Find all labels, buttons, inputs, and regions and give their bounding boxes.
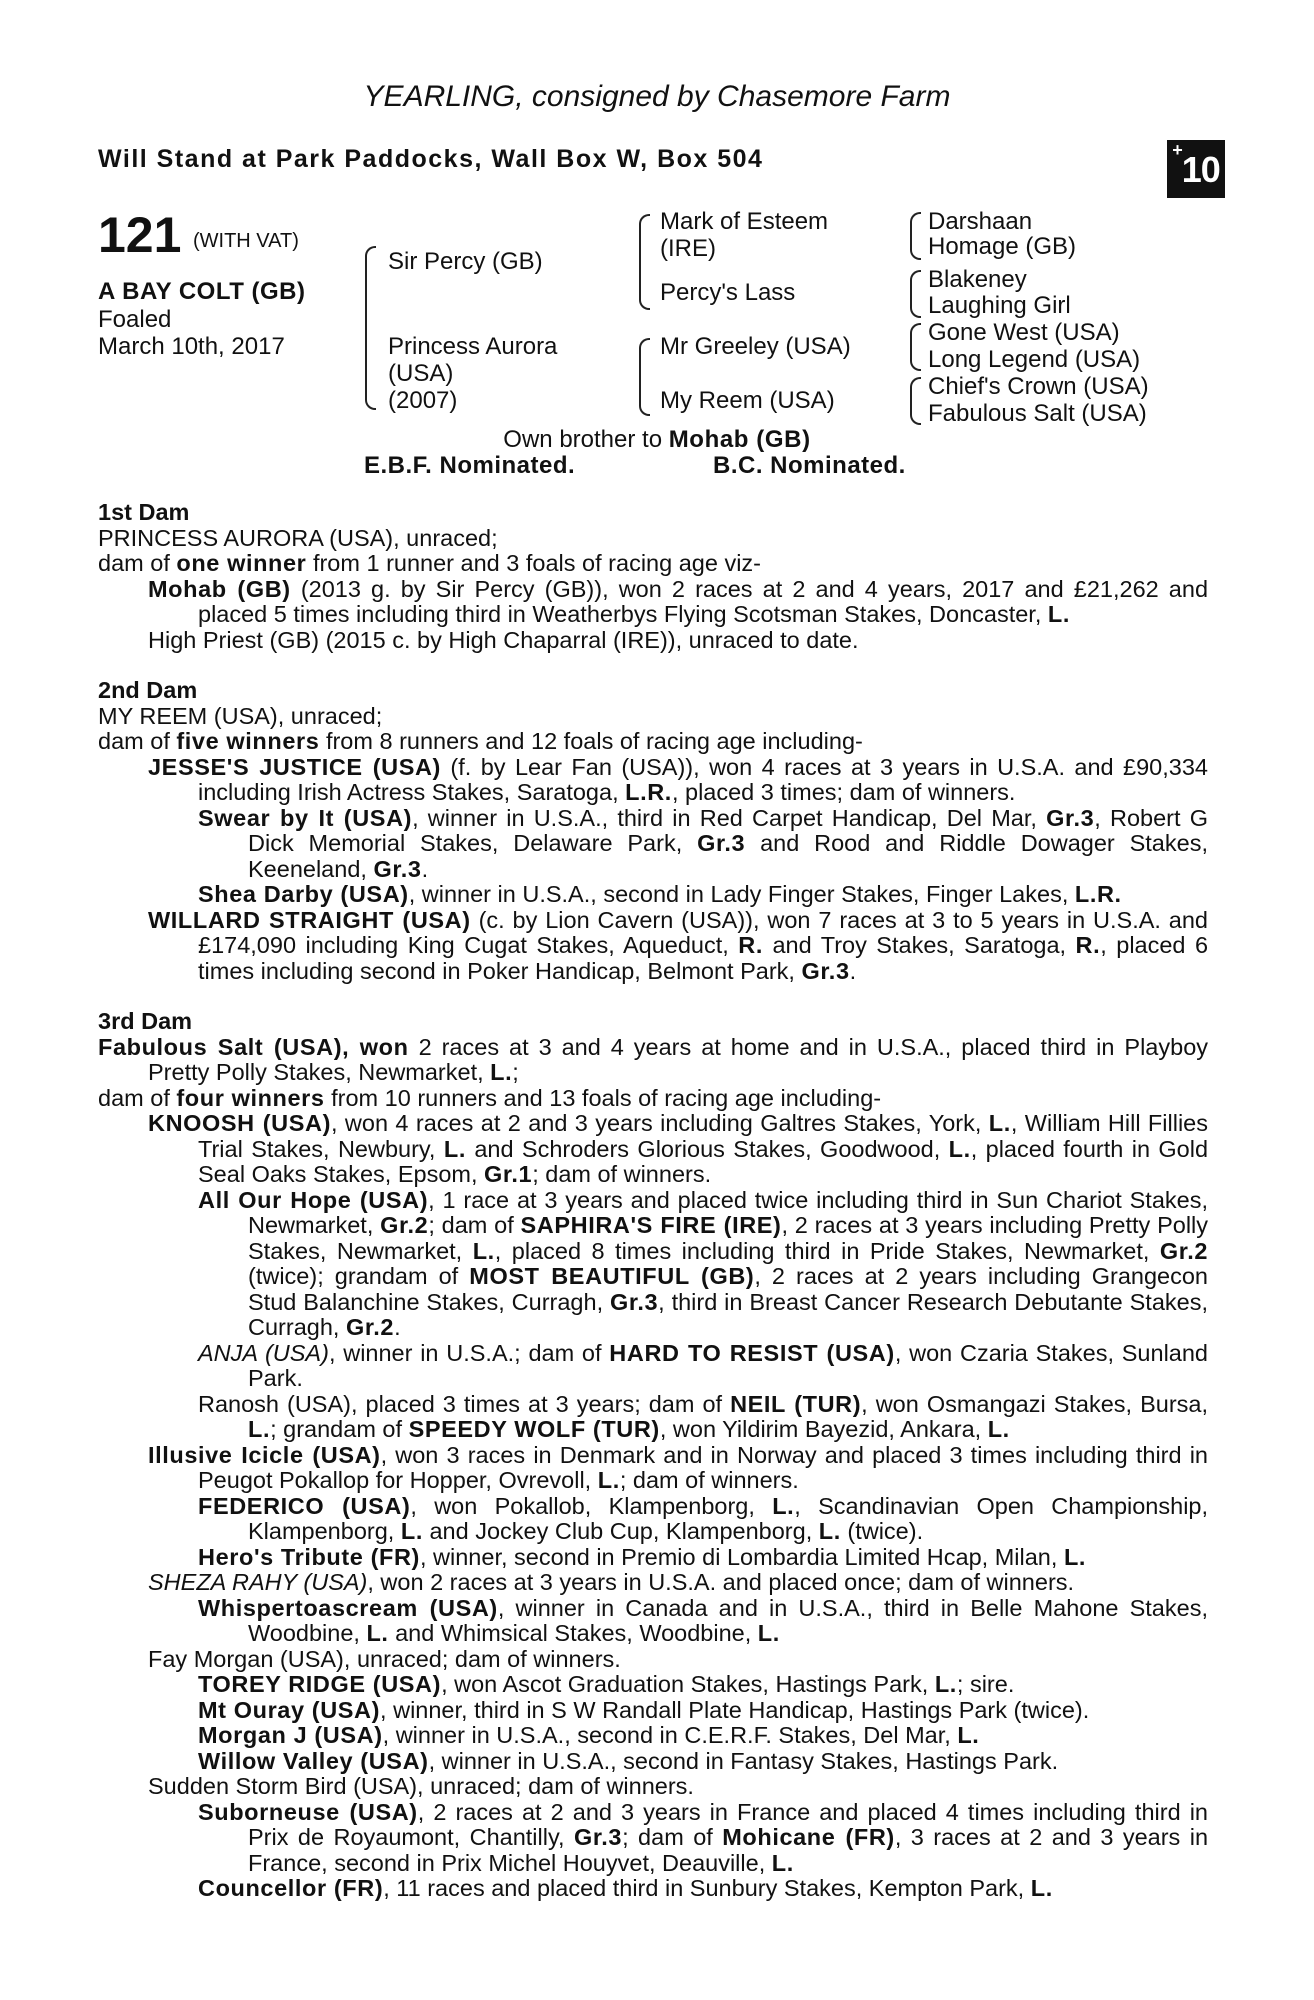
third-dam-line (98, 1035, 1208, 1086)
text-run: , Robert G Dick Memorial Stakes, Delaware Park, (248, 804, 1209, 856)
text-run: Willow Valley (USA) (198, 1747, 429, 1774)
text-run: Gr.3 (373, 855, 422, 882)
text-run: JESSE'S JUSTICE (USA) (148, 753, 441, 780)
pedigree-dam-sire: Mr Greeley (USA) (660, 333, 851, 360)
text-run: Gr.3 (697, 830, 746, 856)
own-brother-note (0, 426, 1314, 454)
text-run: Gr.2 (1159, 1237, 1209, 1264)
text-run: Ranosh (USA), placed 3 times at 3 years; dam of (198, 1390, 723, 1417)
produce-mt-ouray (198, 1698, 1208, 1724)
text-run: L. (597, 1467, 620, 1493)
text-run: NEIL (TUR) (730, 1390, 862, 1417)
produce-all-our-hope (198, 1188, 1208, 1341)
text-run: L. (443, 1135, 466, 1162)
pedigree-gg-3: Blakeney (928, 266, 1027, 293)
text-run: FEDERICO (USA) (198, 1492, 411, 1519)
text-run: KNOOSH (USA) (148, 1110, 332, 1136)
text-run: , placed 6 times including second in Poker Handicap, Belmont Park, (198, 932, 1209, 984)
pedigree-dam-name: Princess Aurora (388, 333, 558, 360)
text-run: from 10 runners and 13 foals of racing age including- (331, 1084, 882, 1111)
text-run: ; sire. (956, 1671, 1015, 1697)
foaled-date: March 10th, 2017 (98, 333, 285, 360)
text-run: (twice); grandam of (248, 1263, 459, 1289)
pedigree-gg-4: Laughing Girl (928, 292, 1071, 319)
text-run: , winner, second in Premio di Lombardia Limited Hcap, Milan, (419, 1543, 1058, 1570)
foaled-label: Foaled (98, 306, 172, 333)
produce-knoosh (148, 1111, 1208, 1188)
produce-jesses-justice (148, 755, 1208, 806)
produce-torey-ridge (198, 1672, 1208, 1698)
text-run: (f. by Lear Fan (USA)), won 4 races at 3 years in U.S.A. and £90,334 including Irish Actress Stakes, Saratoga, (198, 753, 1208, 805)
pedigree-gg-6: Long Legend (USA) (928, 346, 1141, 373)
text-run: . (394, 1314, 401, 1340)
text-run: . (849, 957, 857, 984)
text-run: and Jockey Club Cup, Klampenborg, (429, 1518, 813, 1544)
produce-sheza-rahy (148, 1570, 1208, 1596)
vat-note: (WITH VAT) (193, 230, 299, 252)
text-run: five winners (176, 728, 320, 754)
text-run: ; dam of winners. (532, 1161, 712, 1187)
text-run: and Troy Stakes, Saratoga, (772, 932, 1067, 958)
text-run: L. (772, 1492, 795, 1519)
text-run: ANJA (USA) (198, 1339, 329, 1366)
text-run: Councellor (FR) (198, 1875, 384, 1901)
text-run: , won Pokallob, Klampenborg, (410, 1492, 755, 1519)
own-brother-name: Mohab (GB) (668, 426, 811, 453)
pedigree-brace-g1 (910, 212, 921, 260)
text-run: , Scandinavian Open Championship, Klampenborg, (248, 1492, 1209, 1544)
text-run: , won 3 races in Denmark and in Norway and placed 3 times including third in Peugot Pokallop for Hopper, Ovrevoll, (198, 1441, 1208, 1493)
text-run: dam of (98, 1084, 170, 1111)
text-run: Gr.1 (484, 1161, 533, 1187)
third-dam-produce (98, 1086, 1208, 1112)
pedigree-dam-origin: (USA) (388, 360, 454, 387)
text-run: , won 4 races at 2 and 3 years including Galtres Stakes, York, (331, 1110, 982, 1136)
text-run: L. (988, 1110, 1011, 1136)
text-run: dam of (98, 728, 170, 754)
produce-fay-morgan: Fay Morgan (USA), unraced; dam of winners. (148, 1645, 621, 1672)
text-run: , placed fourth in Gold Seal Oaks Stakes, Epsom, (198, 1135, 1209, 1187)
text-run: , winner, third in S W Randall Plate Handicap, Hastings Park (twice). (380, 1696, 1090, 1723)
page-title: YEARLING, consigned by Chasemore Farm (363, 80, 951, 113)
text-run: L. (957, 1722, 980, 1748)
third-dam-heading: 3rd Dam (98, 1008, 193, 1034)
text-run: MOST BEAUTIFUL (GB) (469, 1263, 755, 1289)
text-run: L.R. (1074, 881, 1122, 907)
text-run: Swear by It (USA) (198, 804, 413, 831)
pedigree-sire-sire-name: Mark of Esteem (660, 208, 829, 235)
text-run: 2 races at 3 and 4 years at home and in U.S.A., placed third in Playboy Pretty Polly Stakes, Newmarket, (148, 1033, 1209, 1085)
text-run: , winner in Canada and in U.S.A., third in Belle Mahone Stakes, Woodbine, (248, 1594, 1208, 1646)
text-run: L. (490, 1059, 513, 1085)
pedigree-dam (388, 333, 557, 414)
text-run: ; grandam of (270, 1416, 403, 1442)
text-run: Suborneuse (USA) (198, 1798, 418, 1825)
text-run: HARD TO RESIST (USA) (609, 1339, 895, 1366)
ebf-nominated: E.B.F. Nominated. (364, 452, 576, 479)
text-run: , 2 races at 2 years including Grangecon Stud Balanchine Stakes, Curragh, (248, 1263, 1208, 1315)
produce-high-priest: High Priest (GB) (2015 c. by High Chaparral (IRE)), unraced to date. (148, 626, 859, 653)
text-run: ; dam of (428, 1212, 514, 1238)
text-run: , placed 8 times including third in Pride Stakes, Newmarket, (494, 1237, 1150, 1264)
foaled-info (98, 306, 285, 360)
text-run: , third in Breast Cancer Research Debutante Stakes, Curragh, (248, 1288, 1209, 1340)
text-run: and Schroders Glorious Stakes, Goodwood, (474, 1135, 941, 1162)
pedigree-dam-year: (2007) (388, 387, 458, 414)
text-run: Mohab (GB) (148, 575, 291, 602)
pedigree-brace-g4 (910, 377, 921, 425)
text-run: Mohicane (FR) (722, 1824, 895, 1850)
second-dam-heading: 2nd Dam (98, 677, 198, 703)
text-run: L. (948, 1135, 971, 1162)
text-run: , 2 races at 3 years including Pretty Polly Stakes, Newmarket, (248, 1212, 1209, 1264)
badge-number: 10 (1181, 149, 1220, 190)
text-run: All Our Hope (USA) (198, 1186, 429, 1213)
text-run: R. (738, 932, 763, 958)
first-dam-heading: 1st Dam (98, 499, 190, 525)
text-run: (twice). (847, 1518, 924, 1544)
text-run: from 8 runners and 12 foals of racing age including- (325, 728, 863, 754)
badge-plus: + (1172, 140, 1182, 160)
catalogue-body (98, 500, 1208, 1902)
text-run: R. (1075, 932, 1101, 958)
text-run: , winner in U.S.A., second in Lady Finger Stakes, Finger Lakes, (408, 881, 1069, 907)
text-run: and Whimsical Stakes, Woodbine, (395, 1620, 752, 1646)
text-run: , 3 races at 2 and 3 years in France, second in Prix Michel Houyvet, Deauville, (248, 1824, 1209, 1876)
text-run: SHEZA RAHY (USA) (148, 1569, 368, 1595)
produce-whispertoascream (198, 1596, 1208, 1647)
text-run: , placed 3 times; dam of winners. (671, 779, 1016, 805)
text-run: Gr.3 (573, 1824, 623, 1850)
pedigree-sire-sire-origin: (IRE) (660, 235, 716, 262)
pedigree-gg-8: Fabulous Salt (USA) (928, 400, 1147, 427)
text-run: L. (818, 1518, 841, 1544)
text-run: Gr.2 (345, 1314, 395, 1340)
text-run: L. (1047, 601, 1070, 627)
text-run: , won 2 races at 3 years in U.S.A. and placed once; dam of winners. (367, 1569, 1075, 1595)
pedigree-brace-dam (639, 338, 650, 416)
text-run: L. (771, 1849, 794, 1876)
text-run: ; (512, 1059, 519, 1085)
text-run: , winner in U.S.A.; dam of (328, 1339, 602, 1366)
text-run: , William Hill Fillies Trial Stakes, Newbury, (198, 1110, 1208, 1162)
produce-willow-valley (198, 1749, 1208, 1775)
text-run: , winner in U.S.A., second in C.E.R.F. Stakes, Del Mar, (382, 1722, 951, 1748)
text-run: Gr.3 (801, 957, 850, 984)
text-run: L. (757, 1620, 780, 1646)
text-run: , 11 races and placed third in Sunbury Stakes, Kempton Park, (383, 1875, 1025, 1901)
text-run: WILLARD STRAIGHT (USA) (148, 906, 471, 933)
text-run: four winners (176, 1084, 325, 1111)
text-run: SAPHIRA'S FIRE (IRE) (520, 1212, 782, 1238)
pedigree-sire-dam: Percy's Lass (660, 279, 796, 306)
text-run: , won Osmangazi Stakes, Bursa, (861, 1390, 1208, 1417)
text-run: Gr.3 (1046, 804, 1095, 831)
produce-anja (198, 1341, 1208, 1392)
text-run: L. (366, 1620, 389, 1646)
plus-10-badge (1167, 140, 1225, 198)
pedigree-brace-g2 (910, 270, 921, 318)
text-run: SPEEDY WOLF (TUR) (408, 1416, 660, 1442)
text-run: Shea Darby (USA) (198, 881, 409, 907)
produce-councellor (198, 1876, 1208, 1902)
produce-federico (198, 1494, 1208, 1545)
produce-willard-straight (148, 908, 1208, 985)
text-run: L.R. (625, 779, 672, 805)
pedigree-sire-sire (660, 208, 828, 262)
text-run: , won Czaria Stakes, Sunland Park. (248, 1339, 1209, 1391)
text-run: one winner (176, 550, 307, 576)
bc-nominated: B.C. Nominated. (713, 452, 906, 479)
lot-description: A BAY COLT (GB) (98, 278, 306, 305)
produce-suborneuse (198, 1800, 1208, 1877)
text-run: L. (1030, 1875, 1053, 1901)
text-run: dam of (98, 550, 170, 576)
text-run: ; dam of (622, 1824, 713, 1850)
text-run: L. (1063, 1543, 1087, 1570)
produce-mohab (148, 577, 1208, 628)
text-run: , won (342, 1033, 409, 1060)
produce-shea-darby (198, 882, 1208, 908)
text-run: L. (934, 1671, 957, 1697)
text-run: , 2 races at 2 and 3 years in France and placed 4 times including third in Prix de Royaumont, Chantilly, (248, 1798, 1208, 1850)
pedigree-brace-main (365, 246, 376, 410)
text-run: Gr.3 (610, 1288, 659, 1315)
pedigree-brace-g3 (910, 323, 921, 371)
stand-location: Will Stand at Park Paddocks, Wall Box W, Box 504 (98, 145, 764, 173)
text-run: Gr.2 (380, 1212, 429, 1238)
text-run: and Rood and Riddle Dowager Stakes, Keeneland, (248, 830, 1208, 882)
text-run: Mt Ouray (USA) (198, 1696, 381, 1723)
text-run: L. (248, 1416, 271, 1442)
pedigree-gg-5: Gone West (USA) (928, 319, 1120, 346)
second-dam-produce (98, 729, 1208, 755)
pedigree-gg-1: Darshaan (928, 208, 1033, 235)
produce-ranosh (198, 1392, 1208, 1443)
text-run: Illusive Icicle (USA) (148, 1441, 381, 1468)
text-run: , winner in U.S.A., third in Red Carpet Handicap, Del Mar, (412, 804, 1037, 831)
text-run: ; dam of winners. (619, 1467, 799, 1493)
produce-sudden-storm-bird: Sudden Storm Bird (USA), unraced; dam of winners. (148, 1773, 694, 1799)
text-run: Fabulous Salt (USA) (98, 1033, 343, 1060)
text-run: , won Ascot Graduation Stakes, Hastings Park, (441, 1671, 929, 1697)
text-run: (c. by Lion Cavern (USA)), won 7 races at 3 to 5 years in U.S.A. and £174,090 including King Cugat Stakes, Aqueduct, (198, 906, 1209, 958)
first-dam-produce (98, 551, 1208, 577)
first-dam-line: PRINCESS AURORA (USA), unraced; (98, 524, 498, 551)
pedigree-brace-sire (639, 214, 650, 310)
lot-number: 121 (98, 207, 182, 263)
text-run: Whispertoascream (USA) (198, 1594, 498, 1621)
pedigree-sire: Sir Percy (GB) (388, 248, 543, 275)
produce-morgan-j (198, 1723, 1208, 1749)
text-run: Hero's Tribute (FR) (198, 1543, 420, 1570)
pedigree-gg-2: Homage (GB) (928, 233, 1077, 260)
text-run: , winner in U.S.A., second in Fantasy Stakes, Hastings Park. (428, 1747, 1059, 1774)
text-run: (2013 g. by Sir Percy (GB)), won 2 races at 2 and 4 years, 2017 and £21,262 and placed 5 times including third in Weatherbys Flying Scotsman Stakes, Doncaster, (198, 575, 1209, 627)
text-run: from 1 runner and 3 foals of racing age viz- (312, 550, 761, 576)
own-brother-prefix: Own brother to (503, 426, 663, 453)
text-run: TOREY RIDGE (USA) (198, 1671, 442, 1697)
produce-illusive-icicle (148, 1443, 1208, 1494)
text-run: L. (472, 1237, 495, 1264)
text-run: . (421, 855, 429, 882)
text-run: L. (987, 1416, 1010, 1442)
pedigree-gg-7: Chief's Crown (USA) (928, 373, 1149, 400)
produce-swear-by-it (198, 806, 1208, 883)
text-run: , 1 race at 3 years and placed twice including third in Sun Chariot Stakes, Newmarket, (248, 1186, 1208, 1238)
text-run: L. (400, 1518, 423, 1544)
produce-heros-tribute (198, 1545, 1208, 1571)
pedigree-dam-dam: My Reem (USA) (660, 387, 835, 414)
text-run: , won Yildirim Bayezid, Ankara, (659, 1416, 982, 1442)
second-dam-line: MY REEM (USA), unraced; (98, 702, 383, 729)
text-run: Morgan J (USA) (198, 1722, 383, 1748)
